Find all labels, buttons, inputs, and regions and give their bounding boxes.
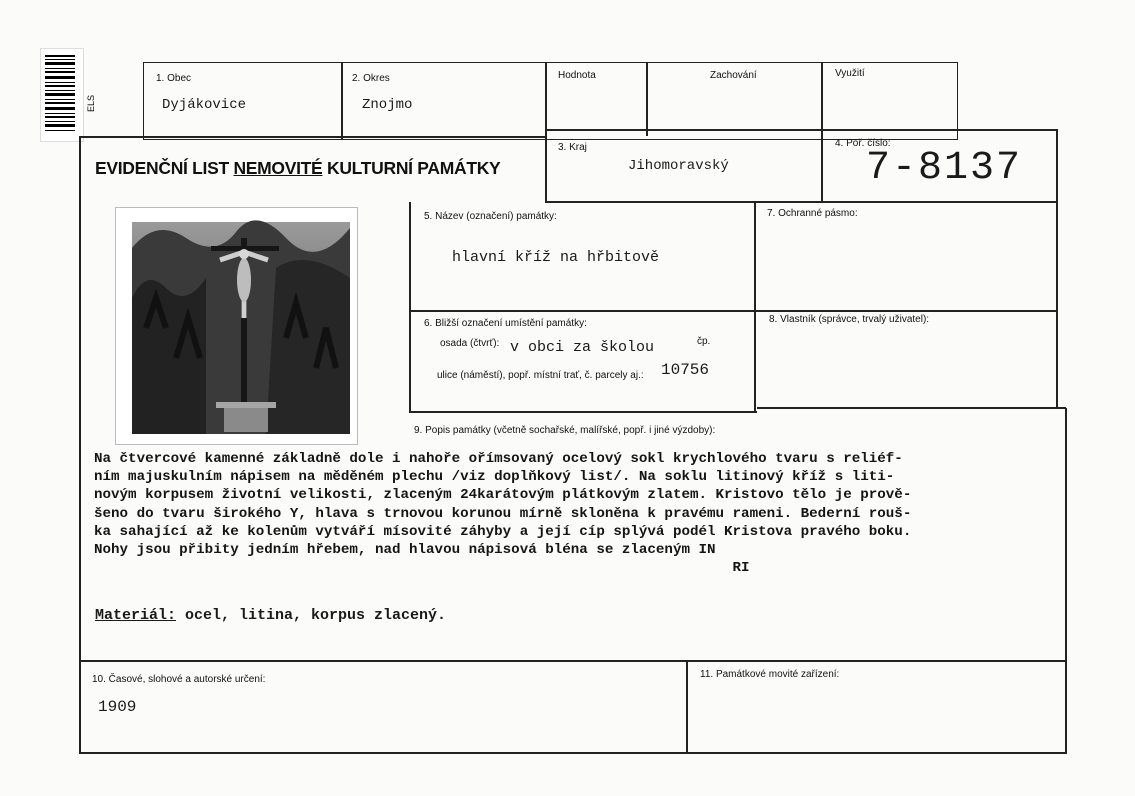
okres-value: Znojmo <box>362 97 413 113</box>
ochranne-pasmo-label: 7. Ochranné pásmo: <box>767 208 858 219</box>
urceni-label: 10. Časové, slohové a autorské určení: <box>92 674 266 685</box>
por-cislo-label: 4. Poř. číslo: <box>835 138 891 149</box>
ulice-label: ulice (náměstí), popř. místní trať, č. parcely aj.: <box>437 370 644 381</box>
popis-text <box>94 450 911 577</box>
osada-label: osada (čtvrť): <box>440 338 500 349</box>
ulice-value: 10756 <box>661 361 710 379</box>
umisteni-label: 6. Bližší označení umístění památky: <box>424 318 587 329</box>
obec-label: 1. Obec <box>156 73 192 84</box>
crucifix-photo-image <box>116 208 357 444</box>
popis-line: šeno do tvaru širokého Y, hlava s trnovou korunou mírně skloněna k pravému rameni. Bederní rouš- <box>94 505 912 522</box>
popis-label: 9. Popis památky (včetně sochařské, malířské, popř. i jiné výzdoby): <box>414 425 716 436</box>
osada-value: v obci za školou <box>510 339 655 356</box>
zachovani-label: Zachování <box>710 70 757 81</box>
por-cislo-value: 7-8137 <box>866 146 1023 191</box>
kraj-value: Jihomoravský <box>628 158 729 174</box>
hodnota-label: Hodnota <box>558 70 596 81</box>
okres-label: 2. Okres <box>352 73 390 84</box>
monument-photo <box>115 207 358 445</box>
material-value: ocel, litina, korpus zlacený. <box>176 607 447 624</box>
popis-line: Nohy jsou přibity jedním hřebem, nad hlavou nápisová bléna se zlaceným IN <box>94 542 716 559</box>
popis-line: Na čtvercové kamenné základně dole i nahoře ořímsovaný ocelový sokl krychlového tvaru s reliéf- <box>94 451 903 467</box>
material-line <box>95 607 446 624</box>
nazev-value: hlavní kříž na hřbitově <box>452 249 660 266</box>
popis-line: ním majuskulním nápisem na měděném plechu /viz doplňkový list/. Na soklu litinový kříž s liti- <box>94 469 895 486</box>
barcode-sticker <box>40 48 84 142</box>
nazev-label: 5. Název (označení) památky: <box>424 211 557 222</box>
urceni-value: 1909 <box>98 698 137 716</box>
cp-label: čp. <box>697 336 711 347</box>
vlastnik-label: 8. Vlastník (správce, trvalý uživatel): <box>769 314 930 325</box>
obec-value: Dyjákovice <box>162 97 247 113</box>
popis-line: ka sahající až ke kolenům vytváří mísovité záhyby a její cíp splývá podél Kristova pravého boku. <box>94 523 912 540</box>
side-code: ELS <box>86 94 96 112</box>
material-label: Materiál: <box>95 607 177 624</box>
card-title: EVIDENČNÍ LIST NEMOVITÉ KULTURNÍ PAMÁTKY <box>95 158 501 178</box>
kraj-label: 3. Kraj <box>558 142 587 153</box>
popis-line: RI <box>94 560 750 577</box>
popis-line: novým korpusem životní velikosti, zlaceným 24karátovým plátkovým zlatem. Kristovo tělo je prově- <box>94 487 912 504</box>
movite-label: 11. Památkové movité zařízení: <box>700 669 840 680</box>
vyuziti-label: Využití <box>835 68 865 79</box>
